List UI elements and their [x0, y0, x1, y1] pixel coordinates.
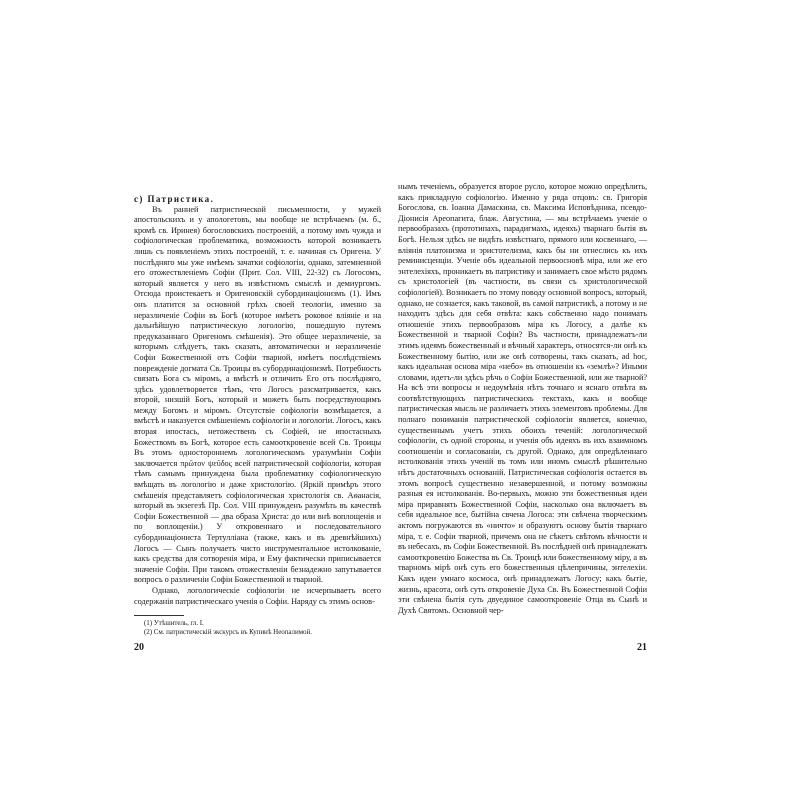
footnote-rule [134, 615, 184, 616]
footnotes [134, 615, 381, 637]
paragraph: Однако, логологическіе софіологіи не исчерпываетъ всего содержанія патристическаго ученія о Софіи. Наряду съ этимъ основ- [134, 585, 381, 606]
right-page [400, 0, 800, 800]
page-number: 21 [637, 642, 647, 653]
section-heading: с) Патристика. [134, 194, 215, 204]
footnote: (2) См. патристическій экскурсъ въ Купинѣ Неопалимой. [144, 628, 312, 637]
right-column [398, 182, 647, 616]
paragraph: Въ ранней патристической письменности, у мужей апостольскихъ и у апологетовъ, мы вообще не встрѣчаемъ (м. б., кромѣ св. Иринея) богословскихъ построеній, а потому имъ чужда и софiологическая проблематика, возможность которой возникаетъ лишь съ появленiемъ этихъ построеній, т. е. начиная съ Оригена. У послѣдняго мы уже имѣемъ зачатки софiологiи, однако, затемненной его отожествленіемъ Софіи (Прит. Сол. VIII, 22-32) съ Логосомъ, который является у него въ извѣстномъ смыслѣ и демиургомъ. Отсюда проистекаетъ и Оригеновскій субординаціонизмъ (1). Имъ онъ платится за основной грѣхъ своей теологіи, именно за неразличеніе Софіи въ Богѣ (которое имѣетъ роковое вліяніе и на дальнѣйшую патристическую логологію, пошедшую путемъ предуказаннаго Оригеномъ смѣшенія). Это общее неразличеніе, за которымъ слѣдуетъ, такъ сказать, автоматически и неразличеніе Софіи Божественной отъ Софіи тварной, имѣетъ послѣдствіемъ поврежденіе догмата Св. Троицы въ субординаціонизмѣ. Потребность связать Бога съ міромъ, а вмѣстѣ и отличить Его отъ послѣдняго, здѣсь удовлетворяется тѣмъ, что Логосъ разсматривается, какъ второй, низшій Богъ, который и можетъ быть посредствующимъ между Богомъ и міромъ. Отсутствіе софіологіи возмѣщается, а вмѣстѣ и наказуется смѣшеніемъ софіологіи и логологіи. Логосъ, какъ вторая ипостась, нетожественъ съ Софіей, не ипостасныхъ Божествомъ въ Богѣ, которое есть самооткровеніе всей Св. Троицы Въ этомъ одностороннемъ логологическомъ уразумѣніи Софіи заключается πρῶτον ψεῦδος всей патристической софіологіи, которая тѣмъ самымъ принуждена была проблематику софіологическую вмѣщать въ логологію и даже христологію. (Яркій примѣръ этого смѣшенія представляетъ софіологическая христологія св. Аѳанасія, который въ экзегезѣ Пр. Сол. VIII принужденъ разумѣть въ качествѣ Софіи Божественной — два образа Христа: до или внѣ воплощенія и по воплощеніи.) У откровеннаго и последовательного субординаціониста Тертулліана (также, какъ и въ древнѣйшихъ) Логосъ — Сынъ получаетъ чисто инструментальное истолкованіе, какъ средства для сотворенія міра, и Ему фактически приписывается значеніе Софіи. При такомъ отожествленіи безнадежно запутывается вопросъ о различеніи Софіи Божественной и тварной. [134, 204, 381, 585]
left-column [134, 194, 381, 637]
footnote: (1) Утѣшитель, гл. I. [144, 619, 204, 628]
paragraph: нымъ теченіемъ, образуется второе русло, которое можно опредѣлить, какъ прикладную софіологію. Именно у ряда отцовъ: св. Григорія Богослова, св. Іоанна Дамаскина, св. Максима Исповѣдника, псевдо-Діонисія Ареопагита, блаж. Августина, — мы встрѣчаемъ ученіе о первообразахъ (прототипахъ, парадигмахъ, идеяхъ) тварнаго бытія въ Богѣ. Нельзя здѣсь не видѣть извѣстнаго, прямого или косвеннаго, — вліянія платонизма и эристотелизма, какъ бы ни отнеслись къ ихъ реминисценціи. Ученіе объ идеальной первоосновѣ міра, или же его энтелехіяхъ, проникаетъ въ патристику и занимаетъ свое мѣсто рядомъ съ христологіей (въ частности, въ связи съ христологической софіологіей). Возникаетъ по этому поводу основной вопросъ, который, однако, не сознается, какъ таковой, въ самой патристикѣ, а потому и не находитъ здѣсь для себя отвѣта: какъ собственно надо понимать отношеніе этихъ первообразовъ міра къ Логосу, а далѣе къ Божественной и тварной Софіи? Въ частности, принадлежатъ-ли этимъ идеямъ божественный и вѣчный характеръ, относятся-ли онѣ къ Божественному бытію, или же онѣ сотворены, такъ сказать, ad hoc, какъ идеальная основа міра «небо» въ отношеніи къ «землѣ»? Иными словами, идетъ-ли здѣсь рѣчь о Софіи Божественной, или же тварной? На всѣ эти вопросы и недоумѣнія нѣтъ точнаго и яснаго отвѣта въ соотвѣтствующихъ патристическихъ текстахъ, какъ и вообще патристическая мысль не различаетъ этихъ элементовъ проблемы. Для полнаго пониманія патристической софіологіи является, конечно, существеннымъ учетъ этихъ обоихъ теченій: логологической софіологіи, съ одной стороны, и ученія объ идеяхъ въ ихъ взаимномъ соотношеніи и согласованіи, съ другой. Однако, для опредѣленнаго истолкованія этихъ ученій въ томъ или иномъ смыслѣ рѣшительно нѣтъ достаточныхъ основаній. Патристическая софіологія остается въ этомъ вопросѣ существенно незавершенной, и потому возможны разныя ея истолкованія. Во-первыхъ, можно эти божественныя идеи міра приравнять Божественной Софіи, насколько она включаетъ въ себя идеальное все, бытійна свчена Логоса: эти свѣчена творческимъ актомъ погружаются въ «ничто» и образуютъ основу бытія тварнаго міра, т. е. Софіи тварной, причемъ она не сѣкетъ свѣтомъ вѣчности и въ небесахъ, въ Софіи Божественной. Въ послѣдней онѣ принадлежатъ самооткровенію Божества въ Св. Троицѣ или божественному міру, а въ тварномъ мірѣ онѣ суть его божественныя цѣлепричины, энтелехіи. Какъ идеи умнаго космоса, онѣ принадлежатъ Логосу; какъ бытіе, жизнь, красота, онѣ суть откровеніе Духа Св. Въ Божественной Софіи эти свѣнена бытія суть двуединое самооткровеніе Отца въ Сынѣ и Духѣ Святомъ. Основной чер- [398, 182, 647, 615]
page-number: 20 [134, 642, 144, 653]
